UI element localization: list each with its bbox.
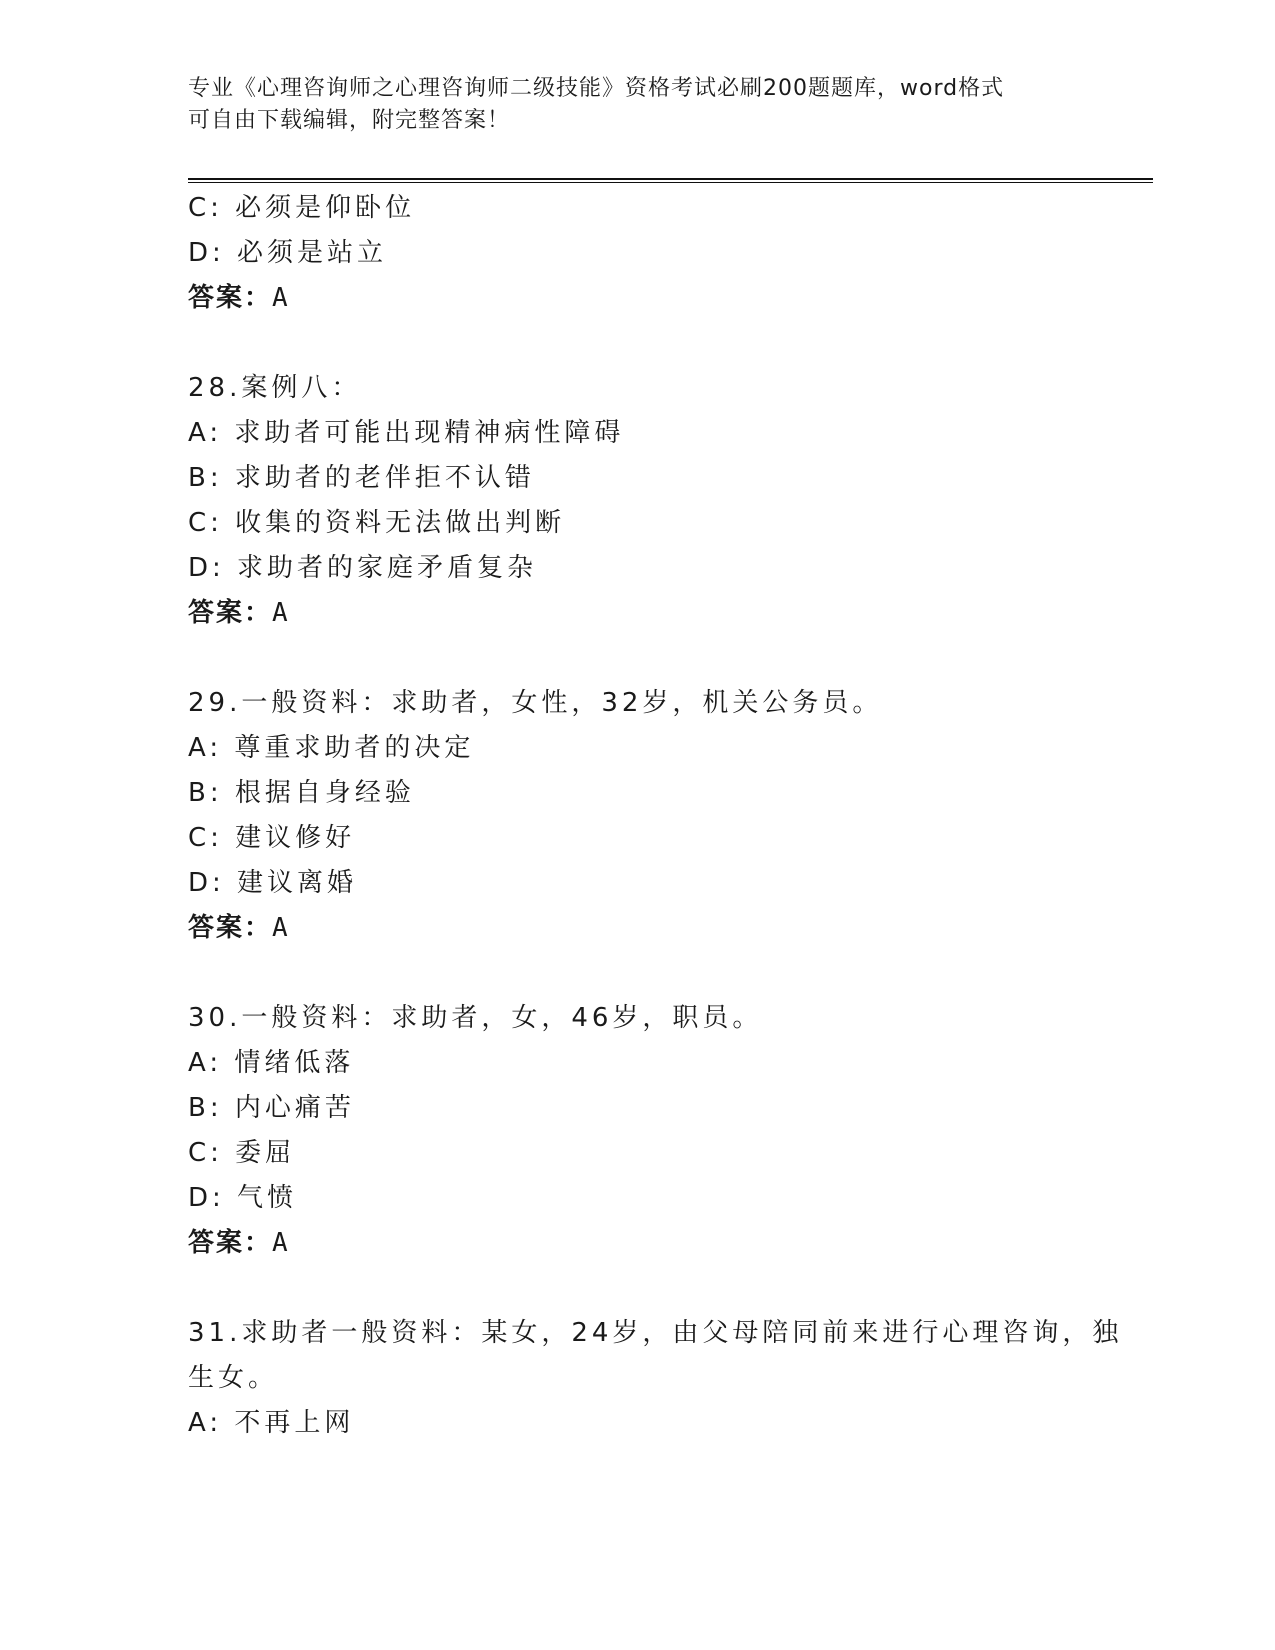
document-header (188, 73, 1088, 137)
answer-label: 答案： (188, 283, 273, 313)
q30-option-b: B: 内心痛苦 (188, 1093, 355, 1123)
q28-answer (188, 597, 290, 629)
header-line-2: 可自由下载编辑，附完整答案！ (188, 108, 511, 133)
q31-stem-line-1: 31.求助者一般资料：某女，24岁，由父母陪同前来进行心理咨询，独 (188, 1318, 1123, 1348)
q27-answer (188, 282, 290, 314)
q31-option-a: A: 不再上网 (188, 1408, 355, 1438)
q28-option-c: C: 收集的资料无法做出判断 (188, 508, 566, 538)
q29-option-d: D: 建议离婚 (188, 868, 358, 898)
q29-option-a: A: 尊重求助者的决定 (188, 733, 475, 763)
q30-option-c: C: 委屈 (188, 1138, 296, 1168)
q29-option-b: B: 根据自身经验 (188, 778, 415, 808)
q28-option-d: D: 求助者的家庭矛盾复杂 (188, 553, 538, 583)
q30-option-d: D: 气愤 (188, 1183, 298, 1213)
q29-answer (188, 912, 290, 944)
header-line-1: 专业《心理咨询师之心理咨询师二级技能》资格考试必刷200题题库，word格式 (188, 76, 1005, 101)
answer-label: 答案： (188, 1228, 273, 1258)
answer-value: A (272, 283, 290, 313)
q28-option-b: B: 求助者的老伴拒不认错 (188, 463, 535, 493)
q29-stem: 29.一般资料：求助者，女性，32岁，机关公务员。 (188, 688, 883, 718)
answer-label: 答案： (188, 598, 273, 628)
q30-stem: 30.一般资料：求助者，女，46岁，职员。 (188, 1003, 763, 1033)
answer-value: A (272, 913, 290, 943)
q30-option-a: A: 情绪低落 (188, 1048, 355, 1078)
q28-option-a: A: 求助者可能出现精神病性障碍 (188, 418, 625, 448)
answer-value: A (272, 598, 290, 628)
q29-option-c: C: 建议修好 (188, 823, 356, 853)
q27-option-c: C: 必须是仰卧位 (188, 193, 416, 223)
q31-stem-line-2: 生女。 (188, 1363, 279, 1393)
q27-option-d: D: 必须是站立 (188, 238, 388, 268)
q30-answer (188, 1227, 290, 1259)
header-divider (188, 178, 1153, 183)
answer-value: A (272, 1228, 290, 1258)
answer-label: 答案： (188, 913, 273, 943)
q28-stem: 28.案例八： (188, 373, 362, 403)
